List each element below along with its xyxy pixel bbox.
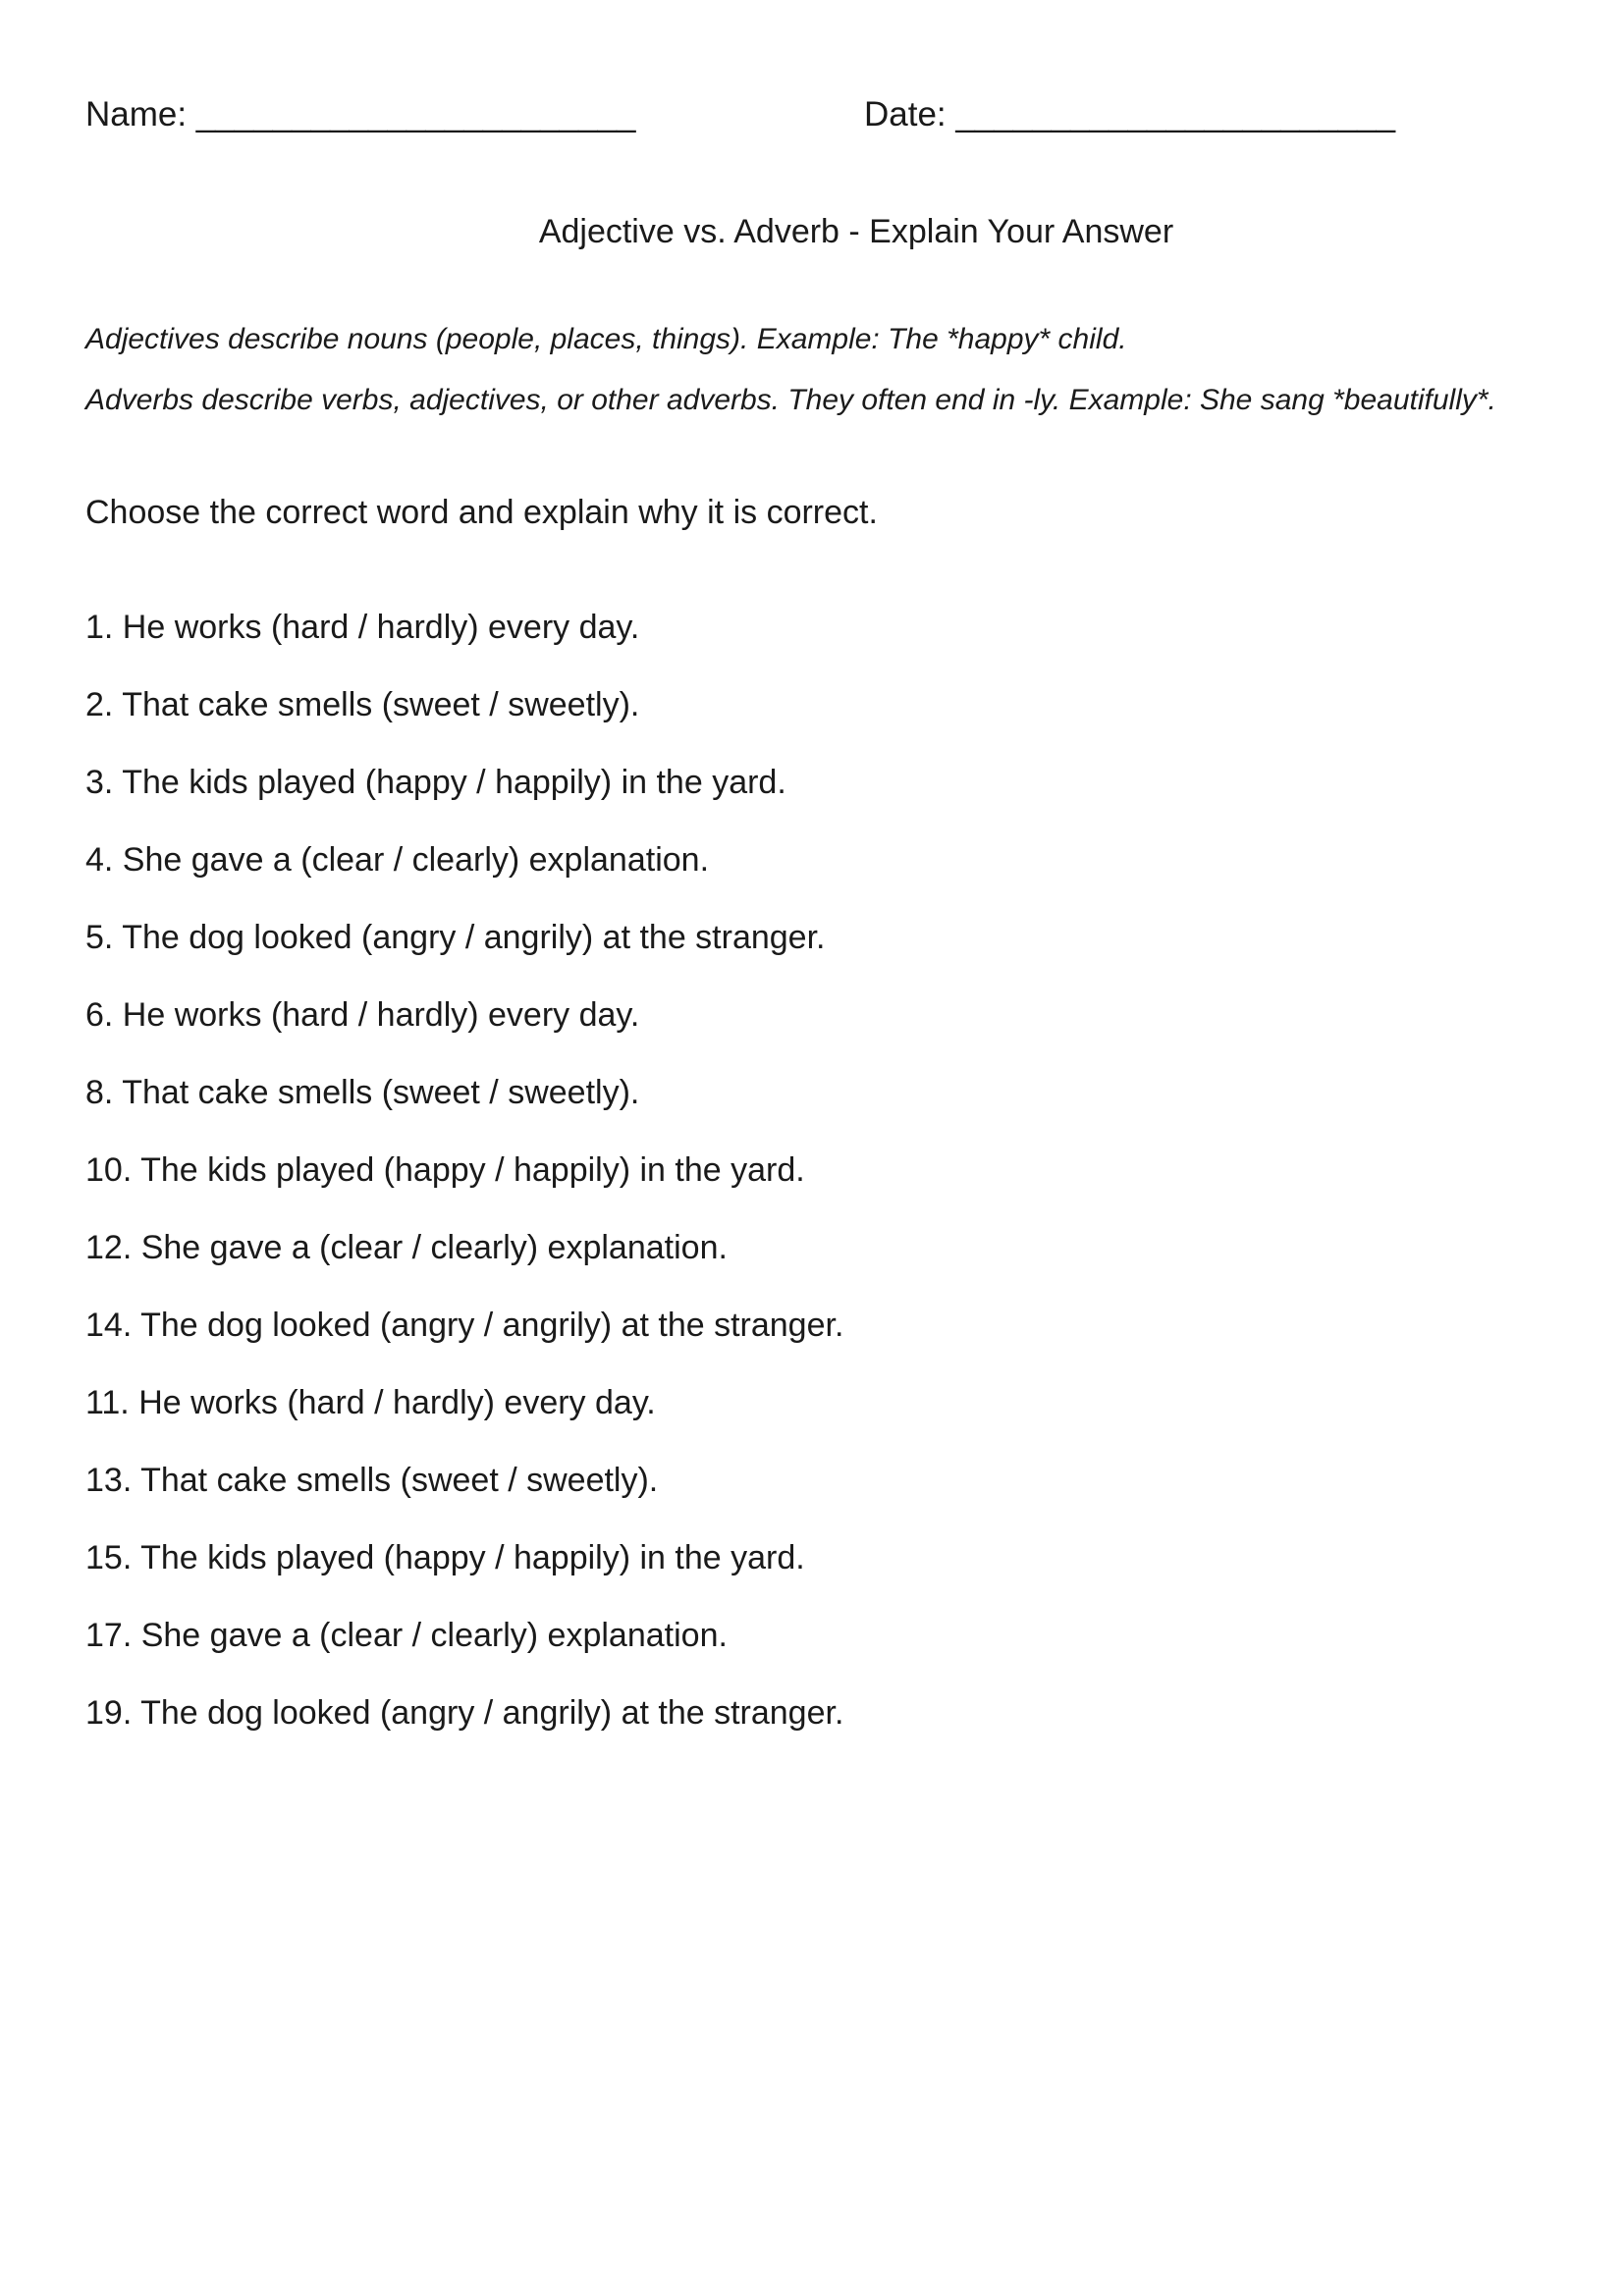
question-item: 1. He works (hard / hardly) every day.: [85, 609, 640, 646]
question-item: 13. That cake smells (sweet / sweetly).: [85, 1462, 659, 1499]
adverb-definition: Adverbs describe verbs, adjectives, or other adverbs. They often end in -ly. Example: She sang *beautifully*.: [85, 384, 1496, 416]
adjective-definition: Adjectives describe nouns (people, places, things). Example: The *happy* child.: [85, 323, 1127, 355]
definitions: [85, 320, 1496, 442]
question-item: 12. She gave a (clear / clearly) explanation.: [85, 1229, 728, 1266]
question-list: [85, 606, 843, 1769]
instructions: Choose the correct word and explain why it is correct.: [85, 494, 878, 531]
question-item: 14. The dog looked (angry / angrily) at the stranger.: [85, 1307, 844, 1344]
question-item: 15. The kids played (happy / happily) in the yard.: [85, 1539, 805, 1576]
question-item: 2. That cake smells (sweet / sweetly).: [85, 686, 640, 723]
date-field: Date: _______________________: [864, 95, 1396, 133]
question-item: 11. He works (hard / hardly) every day.: [85, 1384, 656, 1421]
question-item: 10. The kids played (happy / happily) in the yard.: [85, 1151, 805, 1189]
question-item: 5. The dog looked (angry / angrily) at the stranger.: [85, 919, 826, 956]
question-item: 3. The kids played (happy / happily) in the yard.: [85, 764, 786, 801]
question-item: 6. He works (hard / hardly) every day.: [85, 996, 640, 1034]
question-item: 17. She gave a (clear / clearly) explanation.: [85, 1617, 728, 1654]
question-item: 4. She gave a (clear / clearly) explanation.: [85, 841, 710, 879]
header-row: [85, 92, 1539, 137]
name-field: Name: _______________________: [85, 95, 636, 133]
worksheet-title: Adjective vs. Adverb - Explain Your Answer: [538, 213, 1174, 250]
question-item: 8. That cake smells (sweet / sweetly).: [85, 1074, 640, 1111]
question-item: 19. The dog looked (angry / angrily) at the stranger.: [85, 1694, 844, 1732]
